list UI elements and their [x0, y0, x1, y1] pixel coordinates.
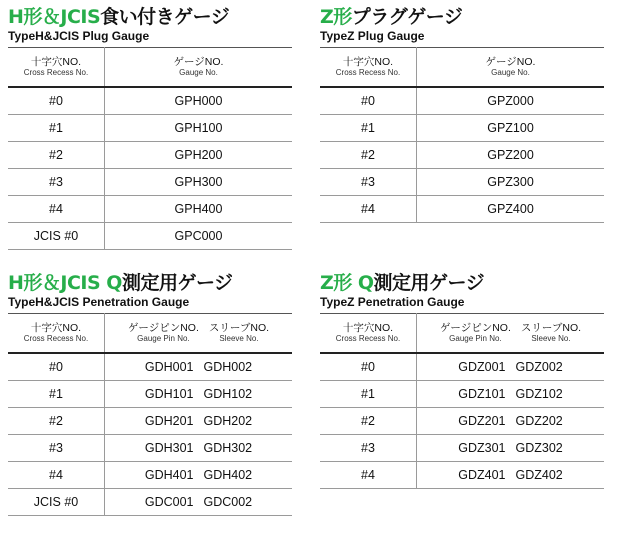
table-row	[320, 408, 604, 435]
header-jp: 十字穴NO.	[342, 322, 394, 334]
title-green: H形＆JCIS Q	[8, 272, 122, 294]
cell-recess: #2	[320, 408, 417, 435]
cell-recess: #3	[320, 435, 417, 462]
header-cross-recess	[8, 314, 105, 354]
title-black: プラグゲージ	[351, 6, 463, 28]
cell-recess: JCIS #0	[8, 489, 105, 516]
cell-pin-sleeve	[417, 408, 605, 435]
cell-pin-sleeve	[417, 353, 605, 381]
cell-pin-sleeve	[105, 462, 293, 489]
table-row	[8, 462, 292, 489]
cell-pin-sleeve	[105, 408, 293, 435]
table-row	[8, 408, 292, 435]
cell-recess: #0	[8, 87, 105, 115]
header-jp: ゲージNO.	[173, 56, 224, 68]
cell-gauge: GPZ300	[417, 169, 605, 196]
panel-title	[8, 6, 292, 28]
cell-sleeve: GDH302	[203, 441, 253, 455]
header-cross-recess	[320, 314, 417, 354]
cell-pin: GDH401	[144, 468, 194, 482]
cell-recess: #1	[320, 381, 417, 408]
header-jp: 十字穴NO.	[342, 56, 394, 68]
title-black: 測定用ゲージ	[121, 272, 233, 294]
cell-sleeve: GDZ402	[515, 468, 563, 482]
cell-pin-sleeve	[417, 381, 605, 408]
title-green: H形＆JCIS	[8, 6, 101, 28]
cell-sleeve: GDH202	[203, 414, 253, 428]
header-en: Gauge Pin No.	[449, 334, 502, 343]
cell-recess: #0	[320, 87, 417, 115]
cell-pin: GDC001	[144, 495, 194, 509]
panel-title	[320, 272, 604, 294]
header-jp: スリーブNO.	[520, 322, 582, 334]
cell-recess: #0	[320, 353, 417, 381]
cell-sleeve: GDH002	[203, 360, 253, 374]
cell-pin-sleeve	[105, 435, 293, 462]
panel-z-plug-gauge	[320, 6, 604, 223]
header-jp: ゲージピンNO.	[439, 322, 511, 334]
cell-recess: #2	[8, 408, 105, 435]
cell-pin-sleeve	[105, 489, 293, 516]
cell-pin: GDH001	[144, 360, 194, 374]
panel-subtitle: TypeH&JCIS Plug Gauge	[8, 29, 150, 43]
cell-gauge: GPH000	[105, 87, 293, 115]
header-gauge-pin	[440, 322, 511, 344]
table-row	[8, 142, 292, 169]
table-header-row	[320, 48, 604, 88]
cell-pin: GDZ001	[458, 360, 506, 374]
table-row	[320, 353, 604, 381]
title-green: Z形	[320, 6, 352, 28]
table-row	[8, 87, 292, 115]
cell-pin: GDZ301	[458, 441, 506, 455]
cell-recess: #1	[320, 115, 417, 142]
cell-recess: #4	[8, 462, 105, 489]
header-en: Sleeve No.	[531, 334, 571, 343]
cell-pin: GDH101	[144, 387, 194, 401]
header-en: Gauge No.	[491, 68, 530, 77]
cell-gauge: GPH300	[105, 169, 293, 196]
header-sleeve	[209, 322, 269, 344]
header-en: Gauge Pin No.	[137, 334, 190, 343]
header-en: Cross Recess No.	[23, 334, 89, 343]
header-jp: 十字穴NO.	[30, 56, 82, 68]
header-en: Cross Recess No.	[335, 68, 401, 77]
header-en: Cross Recess No.	[23, 68, 89, 77]
header-jp: 十字穴NO.	[30, 322, 82, 334]
table-row	[320, 435, 604, 462]
table-header-row	[8, 48, 292, 88]
cell-recess: #1	[8, 381, 105, 408]
cell-sleeve: GDZ302	[515, 441, 563, 455]
cell-recess: #1	[8, 115, 105, 142]
cell-recess: #3	[320, 169, 417, 196]
cell-recess: JCIS #0	[8, 223, 105, 250]
table-row	[320, 196, 604, 223]
cell-pin-sleeve	[417, 462, 605, 489]
cell-recess: #4	[320, 462, 417, 489]
cell-pin: GDH201	[144, 414, 194, 428]
gauge-table	[320, 47, 604, 223]
cell-gauge: GPZ100	[417, 115, 605, 142]
table-row	[8, 169, 292, 196]
cell-gauge: GPH200	[105, 142, 293, 169]
header-en: Cross Recess No.	[335, 334, 401, 343]
cell-recess: #2	[8, 142, 105, 169]
cell-pin-sleeve	[105, 353, 293, 381]
panel-title	[8, 272, 292, 294]
header-jp: ゲージピンNO.	[127, 322, 199, 334]
header-sleeve	[521, 322, 581, 344]
title-green: Z形 Q	[320, 272, 374, 294]
cell-recess: #3	[8, 435, 105, 462]
table-row	[8, 381, 292, 408]
cell-gauge: GPZ400	[417, 196, 605, 223]
table-row	[8, 196, 292, 223]
gauge-table	[8, 313, 292, 516]
header-en: Gauge No.	[179, 68, 218, 77]
header-pin-sleeve	[417, 314, 605, 354]
cell-gauge: GPC000	[105, 223, 293, 250]
panel-subtitle: TypeZ Penetration Gauge	[320, 295, 465, 309]
cell-gauge: GPH400	[105, 196, 293, 223]
table-header-row	[320, 314, 604, 354]
header-pin-sleeve	[105, 314, 293, 354]
table-row	[320, 462, 604, 489]
panel-z-penetration-gauge	[320, 272, 604, 489]
cell-sleeve: GDH102	[203, 387, 253, 401]
cell-pin: GDZ201	[458, 414, 506, 428]
gauge-table	[8, 47, 292, 250]
header-en: Sleeve No.	[219, 334, 259, 343]
panel-title	[320, 6, 604, 28]
cell-gauge: GPZ000	[417, 87, 605, 115]
cell-sleeve: GDZ102	[515, 387, 563, 401]
table-row	[8, 115, 292, 142]
table-row	[8, 223, 292, 250]
table-row	[320, 169, 604, 196]
table-row	[320, 381, 604, 408]
gauge-table	[320, 313, 604, 489]
header-gauge-no	[105, 48, 293, 88]
table-header-row	[8, 314, 292, 354]
table-row	[320, 142, 604, 169]
cell-pin-sleeve	[105, 381, 293, 408]
cell-gauge: GPZ200	[417, 142, 605, 169]
title-black: 測定用ゲージ	[373, 272, 485, 294]
table-row	[8, 435, 292, 462]
title-black: 食い付きゲージ	[100, 6, 230, 28]
cell-recess: #3	[8, 169, 105, 196]
cell-sleeve: GDC002	[203, 495, 253, 509]
table-row	[320, 115, 604, 142]
header-cross-recess	[8, 48, 105, 88]
panel-subtitle: TypeZ Plug Gauge	[320, 29, 425, 43]
panel-h-jcis-plug-gauge	[8, 6, 292, 250]
cell-pin: GDZ401	[458, 468, 506, 482]
header-jp: スリーブNO.	[208, 322, 270, 334]
table-row	[320, 87, 604, 115]
cell-sleeve: GDZ202	[515, 414, 563, 428]
header-gauge-pin	[128, 322, 199, 344]
cell-recess: #4	[320, 196, 417, 223]
cell-sleeve: GDH402	[203, 468, 253, 482]
cell-pin: GDH301	[144, 441, 194, 455]
panel-subtitle: TypeH&JCIS Penetration Gauge	[8, 295, 190, 309]
table-row	[8, 489, 292, 516]
cell-recess: #4	[8, 196, 105, 223]
cell-sleeve: GDZ002	[515, 360, 563, 374]
table-row	[8, 353, 292, 381]
cell-pin-sleeve	[417, 435, 605, 462]
header-gauge-no	[417, 48, 605, 88]
panel-h-jcis-penetration-gauge	[8, 272, 292, 516]
cell-recess: #2	[320, 142, 417, 169]
cell-recess: #0	[8, 353, 105, 381]
cell-gauge: GPH100	[105, 115, 293, 142]
cell-pin: GDZ101	[458, 387, 506, 401]
header-jp: ゲージNO.	[485, 56, 536, 68]
header-cross-recess	[320, 48, 417, 88]
